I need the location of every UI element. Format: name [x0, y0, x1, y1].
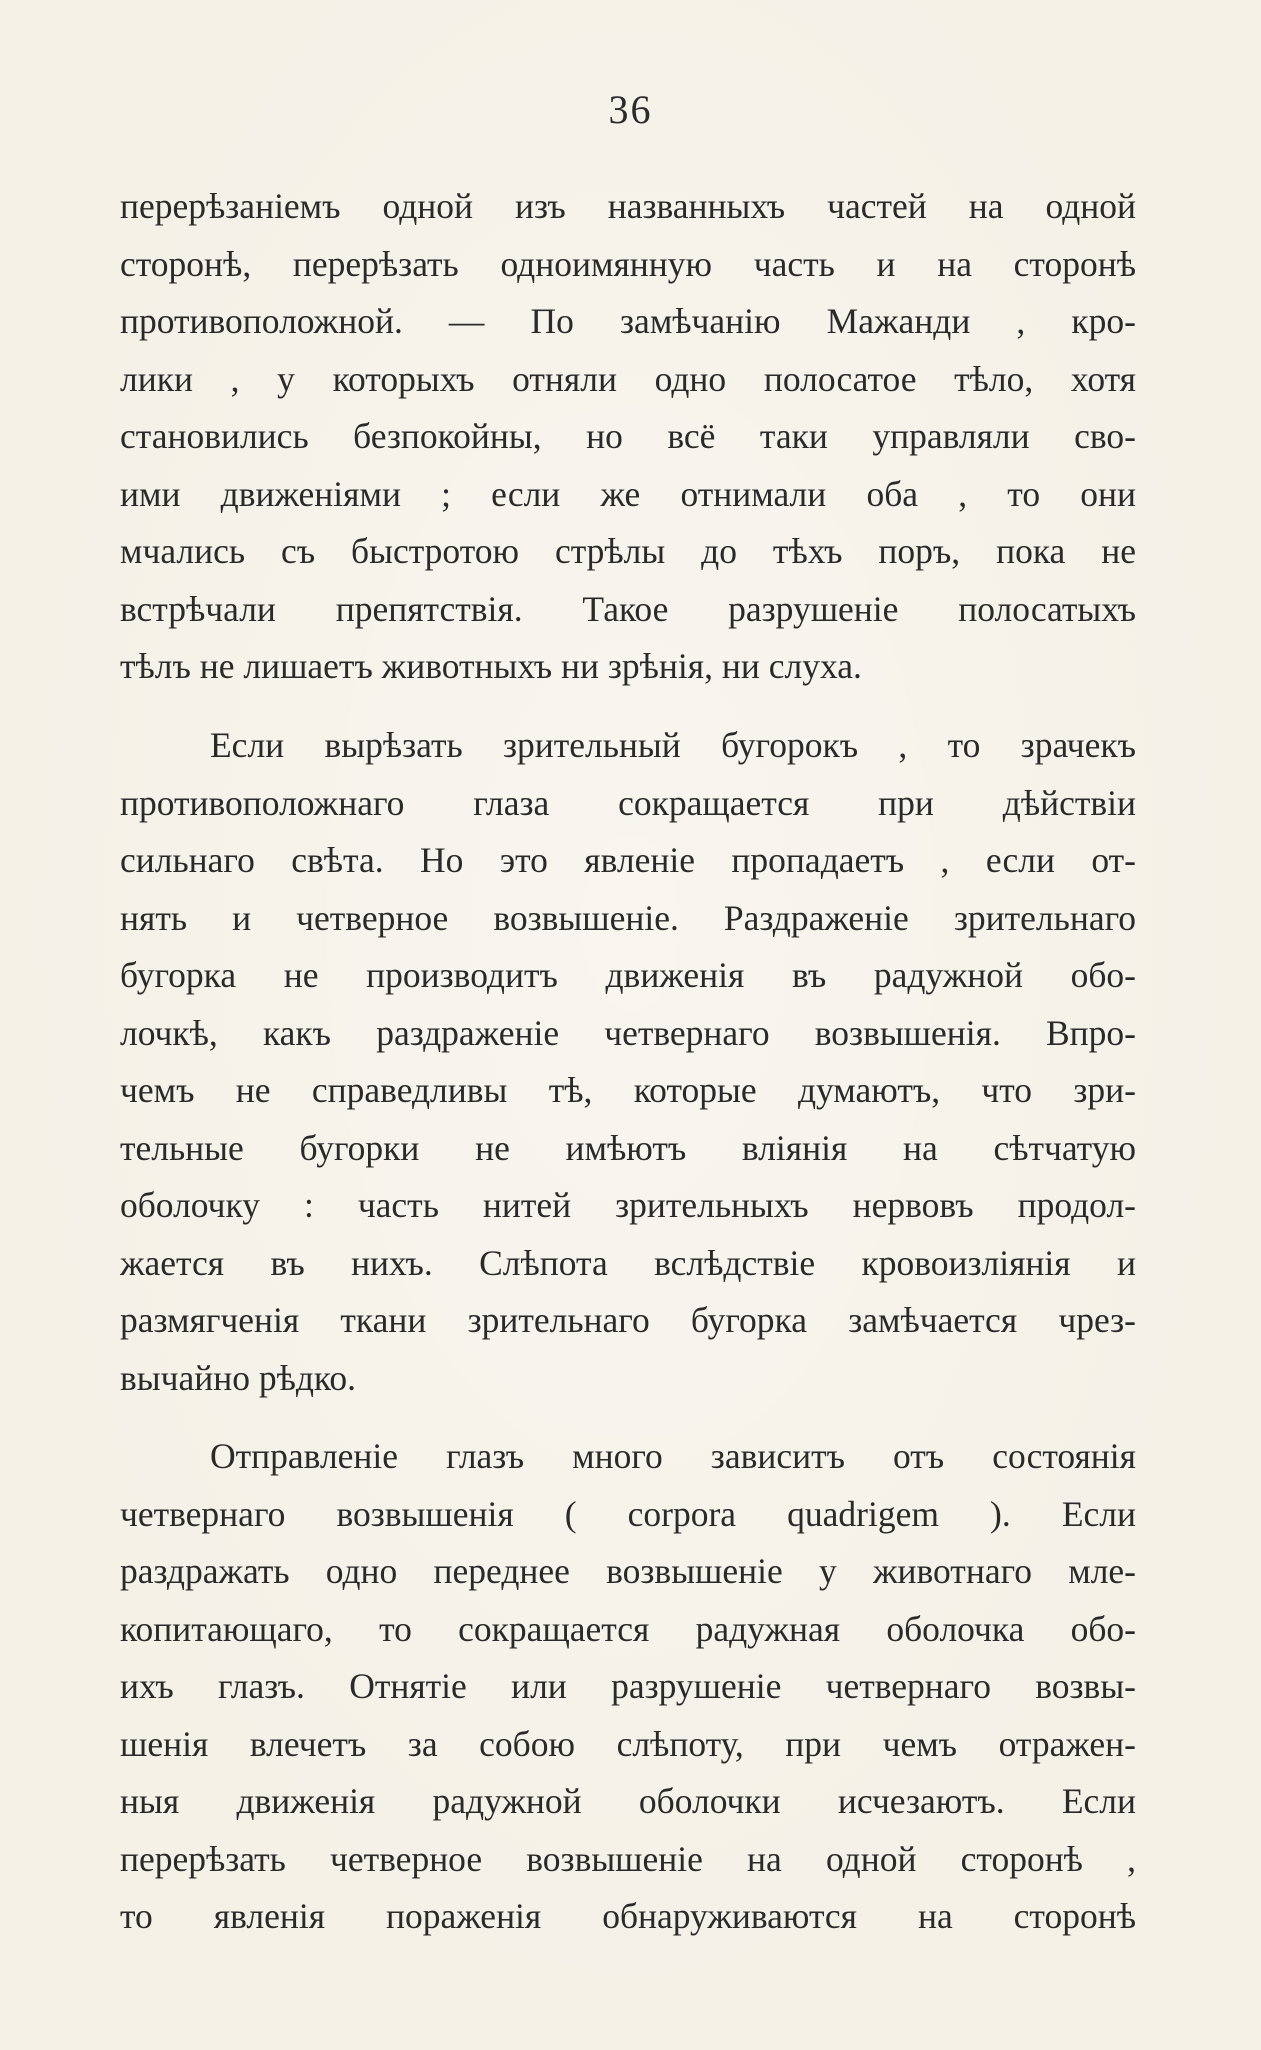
text-line: оболочку : часть нитей зрительныхъ нервовъ продол- [120, 1185, 1136, 1225]
text-line: жается въ нихъ. Слѣпота вслѣдствіе кровоизліянія и [120, 1242, 1136, 1283]
text-line: размягченія ткани зрительнаго бугорка замѣчается чрез- [120, 1300, 1136, 1340]
paragraph-1 [120, 178, 1136, 696]
text-line: ихъ глазъ. Отнятіе или разрушеніе четвернаго возвы- [120, 1666, 1136, 1706]
text-line: лочкѣ, какъ раздраженіе четвернаго возвышенія. Впро- [120, 1012, 1136, 1053]
text-line: нять и четверное возвышеніе. Раздраженіе зрительнаго [120, 897, 1136, 938]
text-line: Если вырѣзать зрительный бугорокъ , то зрачекъ [210, 725, 1136, 765]
text-line: то явленія пораженія обнаруживаются на сторонѣ [120, 1896, 1136, 1936]
page-number: 36 [608, 87, 653, 132]
text-line: лики , у которыхъ отняли одно полосатое тѣло, хотя [120, 358, 1136, 399]
text-line: перерѣзаніемъ одной изъ названныхъ частей на одной [120, 186, 1136, 226]
text-line: ими движеніями ; если же отнимали оба , то они [120, 473, 1136, 514]
text-line: четвернаго возвышенія ( corpora quadrigem ). Если [120, 1493, 1136, 1534]
paragraph-2 [120, 717, 1136, 1407]
text-line: противоположной. — По замѣчанію Мажанди , кро- [120, 301, 1136, 341]
text-line: тѣлъ не лишаетъ животныхъ ни зрѣнія, ни слуха. [120, 646, 862, 686]
text-line: мчались съ быстротою стрѣлы до тѣхъ поръ, пока не [120, 531, 1136, 571]
text-line: сторонѣ, перерѣзать одноимянную часть и на сторонѣ [120, 243, 1136, 284]
text-line: становились безпокойны, но всё таки управляли сво- [120, 416, 1136, 456]
text-line: Отправленіе глазъ много зависитъ отъ состоянія [210, 1436, 1136, 1476]
text-line: сильнаго свѣта. Но это явленіе пропадаетъ , если от- [120, 840, 1136, 880]
text-line: встрѣчали препятствія. Такое разрушеніе полосатыхъ [120, 588, 1136, 629]
text-line: ныя движенія радужной оболочки исчезаютъ. Если [120, 1781, 1136, 1821]
text-line: вычайно рѣдко. [120, 1357, 357, 1398]
text-line: перерѣзать четверное возвышеніе на одной сторонѣ , [120, 1838, 1136, 1879]
text-line: раздражать одно переднее возвышеніе у животнаго мле- [120, 1551, 1136, 1591]
text-line: копитающаго, то сокращается радужная оболочка обо- [120, 1608, 1136, 1649]
text-line: шенія влечетъ за собою слѣпоту, при чемъ отражен- [120, 1723, 1136, 1764]
paragraph-3 [120, 1428, 1136, 1946]
text-line: бугорка не производитъ движенія въ радужной обо- [120, 955, 1136, 995]
text-line: чемъ не справедливы тѣ, которые думаютъ, что зри- [120, 1070, 1136, 1110]
text-line: противоположнаго глаза сокращается при дѣйствіи [120, 782, 1136, 823]
text-line: тельные бугорки не имѣютъ вліянія на сѣтчатую [120, 1127, 1136, 1168]
